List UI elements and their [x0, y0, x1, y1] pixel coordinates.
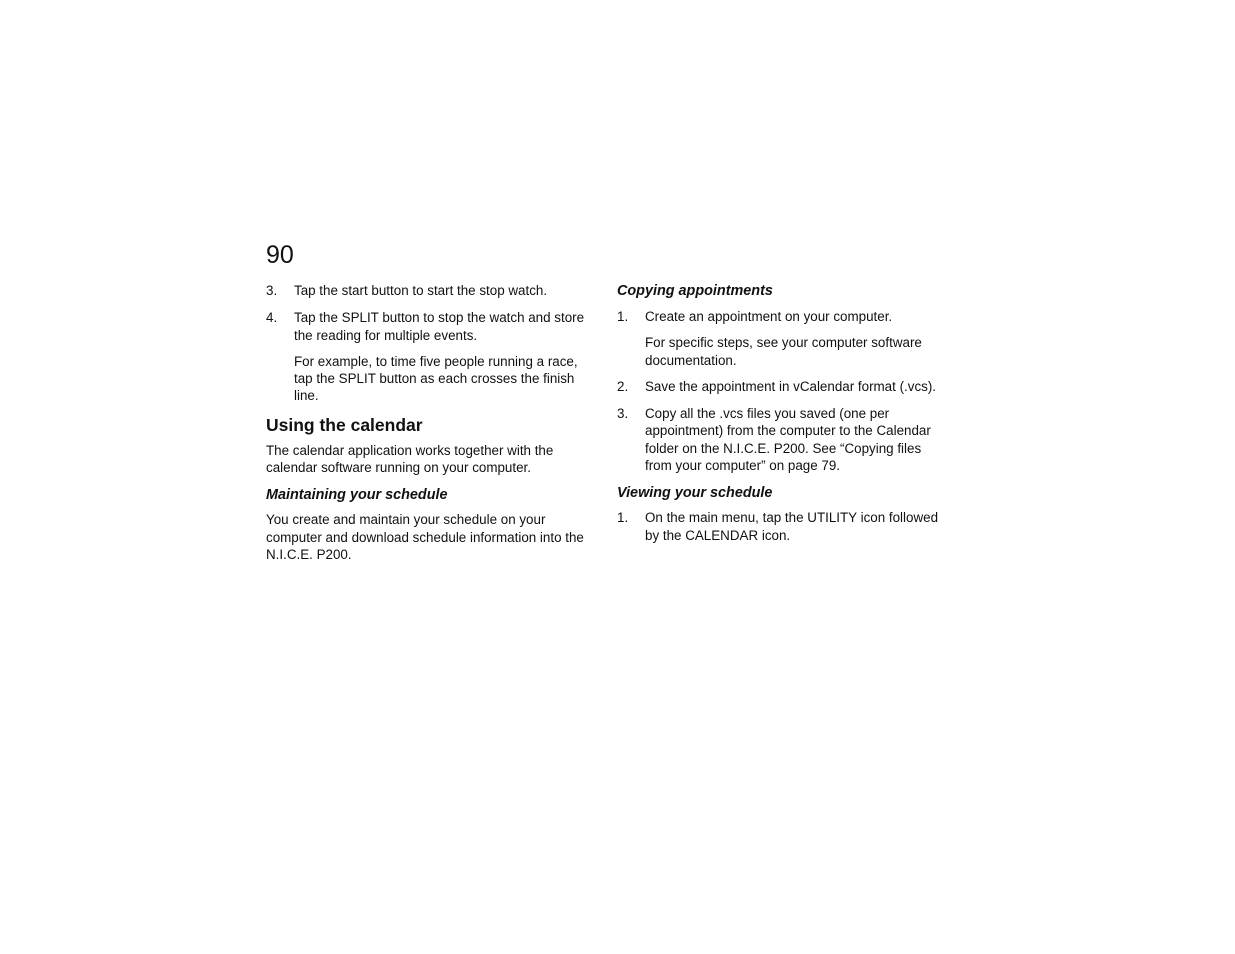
step-text: On the main menu, tap the UTILITY icon followed by the CALENDAR icon.	[645, 510, 939, 543]
step-4	[266, 309, 596, 344]
step-text: Tap the SPLIT button to stop the watch and store the reading for multiple events.	[294, 310, 585, 343]
copy-step-1-note: For specific steps, see your computer software documentation.	[645, 335, 922, 368]
maintaining-heading: Maintaining your schedule	[266, 487, 448, 504]
step-text: Create an appointment on your computer.	[645, 309, 893, 324]
maintaining-paragraph: You create and maintain your schedule on your computer and download schedule information into the N.I.C.E. P200.	[266, 512, 584, 562]
left-column	[266, 282, 596, 573]
viewing-heading: Viewing your schedule	[617, 485, 773, 502]
step-3	[266, 282, 596, 299]
step-text: Save the appointment in vCalendar format (.vcs).	[645, 378, 937, 394]
view-step-1	[617, 509, 947, 544]
step-text: Tap the start button to start the stop watch.	[294, 283, 548, 298]
right-column	[617, 282, 947, 554]
step-number: 1.	[617, 510, 629, 526]
step-text: Copy all the .vcs files you saved (one per appointment) from the computer to the Calendar folder on the N.I.C.E. P200. See “Copying files from your computer” on page 79.	[645, 406, 931, 474]
step-number: 3.	[266, 283, 278, 298]
copy-step-3	[617, 405, 947, 474]
step-4-note: For example, to time five people running a race, tap the SPLIT button as each crosses the finish line.	[294, 353, 578, 404]
step-number: 2.	[617, 378, 629, 394]
copying-heading: Copying appointments	[617, 283, 773, 299]
step-number: 3.	[617, 406, 629, 422]
copy-step-1	[617, 308, 947, 325]
step-number: 4.	[266, 310, 278, 326]
step-number: 1.	[617, 309, 629, 324]
intro-paragraph: The calendar application works together with the calendar software running on your computer.	[266, 442, 554, 476]
page-number: 90	[266, 241, 294, 269]
copy-step-2	[617, 378, 947, 395]
section-heading: Using the calendar	[266, 414, 423, 435]
